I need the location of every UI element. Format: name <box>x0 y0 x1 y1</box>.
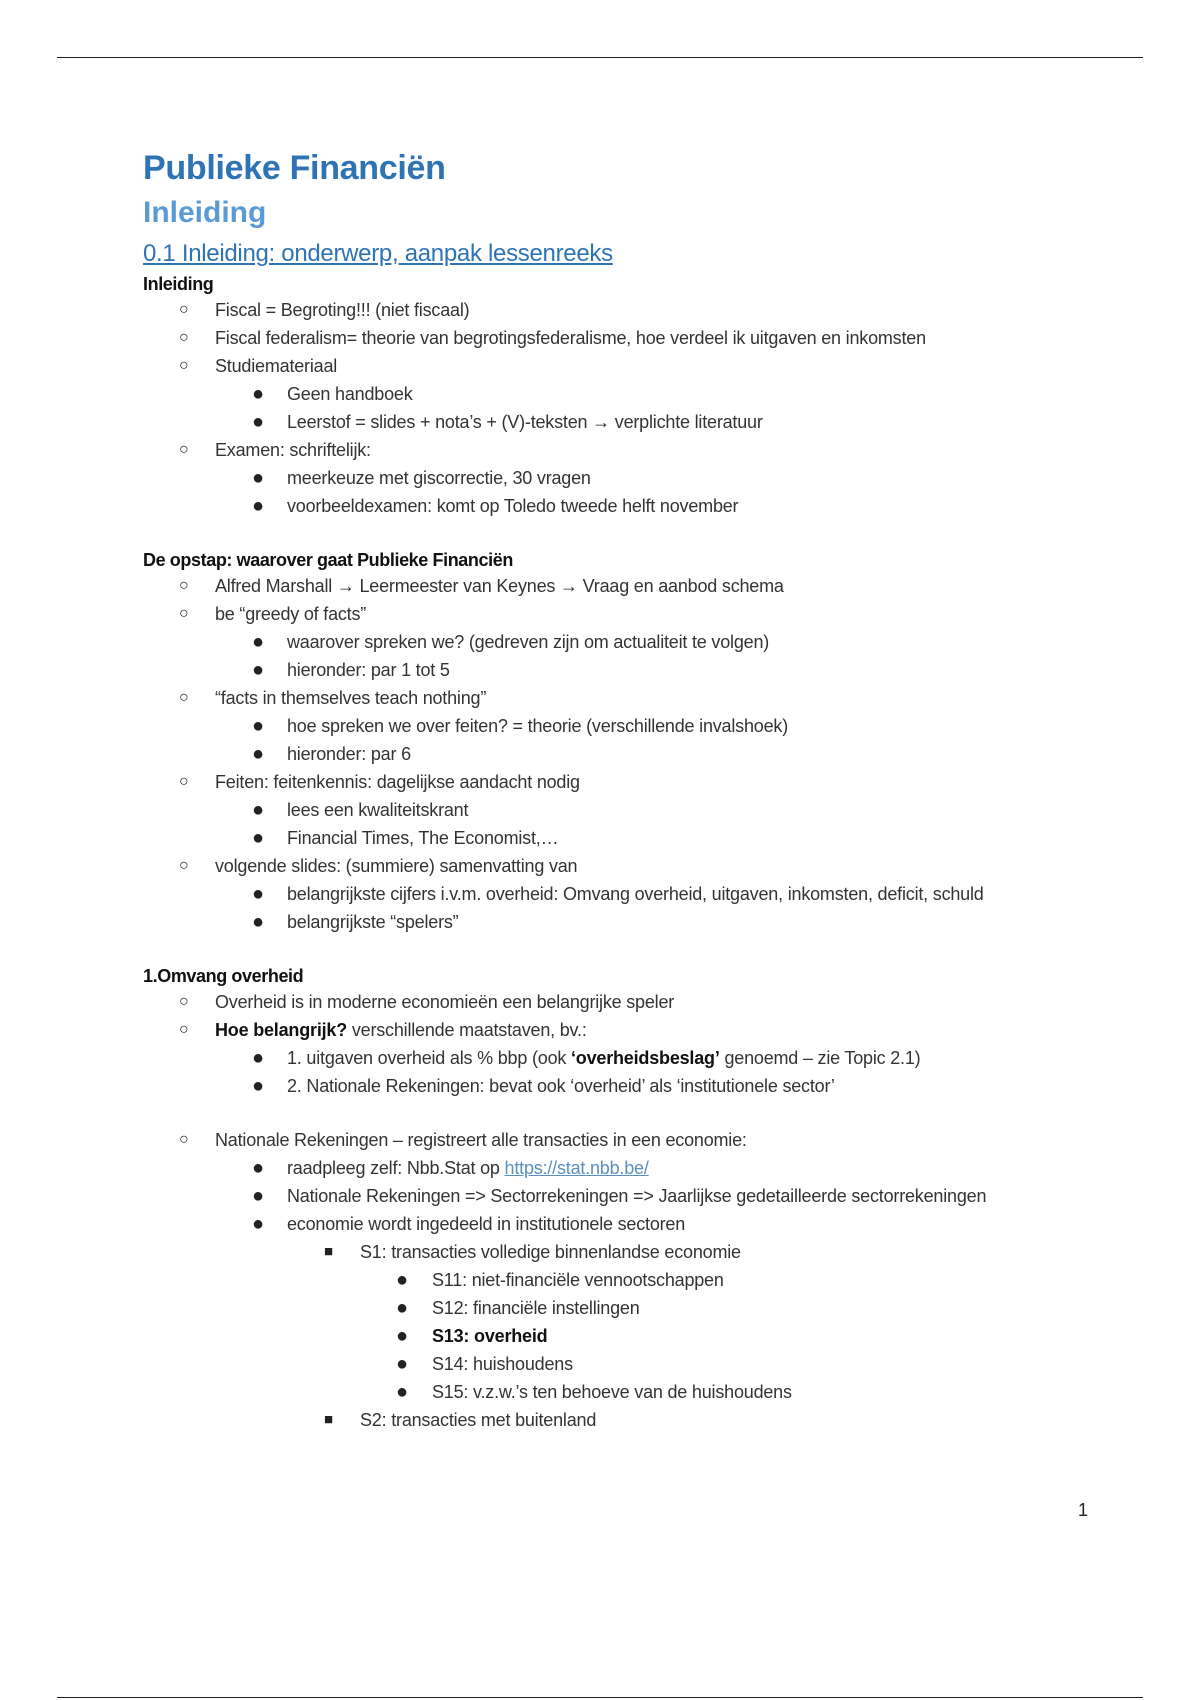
arrow-right-icon: → <box>560 576 578 596</box>
list-item: ● Nationale Rekeningen => Sectorrekeningen => Jaarlijkse gedetailleerde sectorrekeningen <box>143 1182 1103 1210</box>
circle-bullet-icon: ○ <box>179 689 189 706</box>
disc-bullet-icon: ● <box>396 1353 408 1375</box>
disc-bullet-icon: ● <box>252 883 264 905</box>
circle-bullet-icon: ○ <box>179 301 189 318</box>
disc-bullet-icon: ● <box>252 799 264 821</box>
circle-bullet-icon: ○ <box>179 605 189 622</box>
inleiding-section <box>143 272 1103 520</box>
section-heading: 0.1 Inleiding: onderwerp, aanpak lessenreeks <box>143 240 613 267</box>
list-item: ○ Alfred Marshall → Leermeester van Keynes → Vraag en aanbod schema <box>143 572 1103 600</box>
disc-bullet-icon: ● <box>252 743 264 765</box>
disc-bullet-icon: ● <box>396 1297 408 1319</box>
disc-bullet-icon: ● <box>396 1325 408 1347</box>
circle-bullet-icon: ○ <box>179 773 189 790</box>
disc-bullet-icon: ● <box>252 411 264 433</box>
circle-bullet-icon: ○ <box>179 857 189 874</box>
list-item: ● Geen handboek <box>143 380 1103 408</box>
disc-bullet-icon: ● <box>396 1269 408 1291</box>
list-item: ○ Overheid is in moderne economieën een belangrijke speler <box>143 988 1103 1016</box>
disc-bullet-icon: ● <box>252 1075 264 1097</box>
circle-bullet-icon: ○ <box>179 329 189 346</box>
list-item: ● 1. uitgaven overheid als % bbp (ook ‘overheidsbeslag’ genoemd – zie Topic 2.1) <box>143 1044 1103 1072</box>
circle-bullet-icon: ○ <box>179 1021 189 1038</box>
list-item: ● voorbeeldexamen: komt op Toledo tweede helft november <box>143 492 1103 520</box>
omvang-section <box>143 964 1103 1434</box>
document-subtitle: Inleiding <box>143 196 267 229</box>
disc-bullet-icon: ● <box>252 1185 264 1207</box>
list-item: ○ be “greedy of facts” <box>143 600 1103 628</box>
disc-bullet-icon: ● <box>252 715 264 737</box>
disc-bullet-icon: ● <box>252 1213 264 1235</box>
list-item: ○ “facts in themselves teach nothing” <box>143 684 1103 712</box>
list-item: ● S13: overheid <box>143 1322 1103 1350</box>
nbb-stat-link[interactable]: https://stat.nbb.be/ <box>504 1158 649 1178</box>
list-item: ○ Studiemateriaal <box>143 352 1103 380</box>
circle-bullet-icon: ○ <box>179 357 189 374</box>
disc-bullet-icon: ● <box>252 383 264 405</box>
opstap-heading: De opstap: waarover gaat Publieke Financiën <box>143 550 513 570</box>
circle-bullet-icon: ○ <box>179 1131 189 1148</box>
opstap-list <box>143 572 1103 936</box>
disc-bullet-icon: ● <box>252 827 264 849</box>
list-item: ○ Hoe belangrijk? verschillende maatstaven, bv.: <box>143 1016 1103 1044</box>
inleiding-list <box>143 296 1103 520</box>
nationale-rekeningen-list <box>143 1126 1103 1434</box>
list-item: ● S15: v.z.w.’s ten behoeve van de huishoudens <box>143 1378 1103 1406</box>
list-item: ○ Examen: schriftelijk: <box>143 436 1103 464</box>
disc-bullet-icon: ● <box>396 1381 408 1403</box>
list-item: ● belangrijkste “spelers” <box>143 908 1103 936</box>
list-item: ● waarover spreken we? (gedreven zijn om actualiteit te volgen) <box>143 628 1103 656</box>
list-item: ○ Fiscal = Begroting!!! (niet fiscaal) <box>143 296 1103 324</box>
circle-bullet-icon: ○ <box>179 993 189 1010</box>
circle-bullet-icon: ○ <box>179 441 189 458</box>
disc-bullet-icon: ● <box>252 467 264 489</box>
omvang-list <box>143 988 1103 1100</box>
disc-bullet-icon: ● <box>252 911 264 933</box>
arrow-right-icon: → <box>336 576 355 596</box>
circle-bullet-icon: ○ <box>179 577 189 594</box>
document-title: Publieke Financiën <box>143 149 446 187</box>
page-number: 1 <box>1078 1500 1089 1520</box>
opstap-section <box>143 548 1103 936</box>
disc-bullet-icon: ● <box>252 631 264 653</box>
list-item: ○ Fiscal federalism= theorie van begrotingsfederalisme, hoe verdeel ik uitgaven en inkomsten <box>143 324 1103 352</box>
disc-bullet-icon: ● <box>252 1157 264 1179</box>
list-item: ● S12: financiële instellingen <box>143 1294 1103 1322</box>
list-item: ● 2. Nationale Rekeningen: bevat ook ‘overheid’ als ‘institutionele sector’ <box>143 1072 1103 1100</box>
list-item: ● hieronder: par 1 tot 5 <box>143 656 1103 684</box>
list-item: ● lees een kwaliteitskrant <box>143 796 1103 824</box>
list-item: ● economie wordt ingedeeld in institutionele sectoren <box>143 1210 1103 1238</box>
inleiding-heading: Inleiding <box>143 274 214 294</box>
list-item: ■ S2: transacties met buitenland <box>143 1406 1103 1434</box>
list-item: ● raadpleeg zelf: Nbb.Stat op https://stat.nbb.be/ <box>143 1154 1103 1182</box>
document-body <box>143 146 1103 1434</box>
square-bullet-icon: ■ <box>324 1243 333 1260</box>
list-item: ● belangrijkste cijfers i.v.m. overheid: Omvang overheid, uitgaven, inkomsten, deficit, schuld <box>143 880 1103 908</box>
list-item: ○ Nationale Rekeningen – registreert alle transacties in een economie: <box>143 1126 1103 1154</box>
list-item: ● S11: niet-financiële vennootschappen <box>143 1266 1103 1294</box>
disc-bullet-icon: ● <box>252 1047 264 1069</box>
list-item: ● hieronder: par 6 <box>143 740 1103 768</box>
list-item: ● hoe spreken we over feiten? = theorie (verschillende invalshoek) <box>143 712 1103 740</box>
list-item: ■ S1: transacties volledige binnenlandse economie <box>143 1238 1103 1266</box>
list-item: ● S14: huishoudens <box>143 1350 1103 1378</box>
disc-bullet-icon: ● <box>252 659 264 681</box>
list-item: ○ Feiten: feitenkennis: dagelijkse aandacht nodig <box>143 768 1103 796</box>
omvang-heading: 1.Omvang overheid <box>143 966 304 986</box>
arrow-right-icon: → <box>592 412 610 432</box>
list-item: ● meerkeuze met giscorrectie, 30 vragen <box>143 464 1103 492</box>
list-item: ○ volgende slides: (summiere) samenvatting van <box>143 852 1103 880</box>
list-item: ● Financial Times, The Economist,… <box>143 824 1103 852</box>
top-rule <box>57 57 1143 58</box>
square-bullet-icon: ■ <box>324 1411 333 1428</box>
disc-bullet-icon: ● <box>252 495 264 517</box>
list-item: ● Leerstof = slides + nota’s + (V)-teksten → verplichte literatuur <box>143 408 1103 436</box>
bottom-rule <box>57 1697 1143 1698</box>
